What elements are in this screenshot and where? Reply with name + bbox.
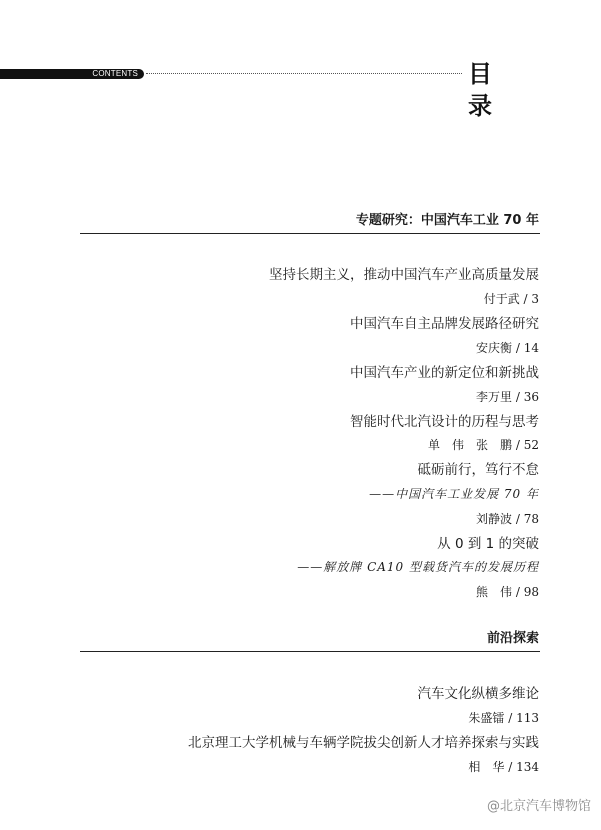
toc-entry-title[interactable]: 砥砺前行，笃行不怠 — [417, 462, 539, 478]
toc-entry-author: 熊 伟 / 98 — [476, 585, 539, 599]
toc-entry-title[interactable]: 中国汽车产业的新定位和新挑战 — [350, 365, 539, 381]
toc-entry-author: 相 华 / 134 — [468, 760, 539, 774]
header-dotted-line — [146, 73, 462, 74]
toc-entry-author: 刘静波 / 78 — [476, 512, 539, 526]
toc-entry-title[interactable]: 智能时代北汽设计的历程与思考 — [350, 414, 539, 430]
toc-entry-title[interactable]: 中国汽车自主品牌发展路径研究 — [350, 316, 539, 332]
toc-entry-author: 朱盛镭 / 113 — [468, 711, 539, 725]
toc-entry-title[interactable]: 从 0 到 1 的突破 — [437, 536, 539, 552]
toc-entry-author: 安庆衡 / 14 — [476, 341, 539, 355]
toc-entry-title[interactable]: 汽车文化纵横多维论 — [417, 686, 539, 702]
toc-entry-subtitle: ——中国汽车工业发展 70 年 — [369, 487, 539, 501]
toc-entry-author: 付于武 / 3 — [483, 292, 539, 306]
watermark: @北京汽车博物馆 — [486, 799, 591, 814]
toc-entry-subtitle: ——解放牌 CA10 型载货汽车的发展历程 — [297, 560, 539, 574]
section-divider — [80, 233, 540, 234]
page-title: 目 录 — [468, 60, 506, 120]
section-title-frontier: 前沿探索 — [486, 631, 539, 646]
section-title-special-research: 专题研究：中国汽车工业 70 年 — [355, 213, 539, 228]
contents-tab — [0, 69, 144, 79]
toc-entry-title[interactable]: 坚持长期主义，推动中国汽车产业高质量发展 — [269, 267, 539, 283]
toc-entry-author: 单 伟 张 鹏 / 52 — [428, 438, 539, 452]
contents-label: CONTENTS — [92, 69, 138, 78]
toc-entry-author: 李万里 / 36 — [476, 390, 539, 404]
toc-entry-title[interactable]: 北京理工大学机械与车辆学院拔尖创新人才培养探索与实践 — [188, 735, 539, 751]
section-divider — [80, 651, 540, 652]
